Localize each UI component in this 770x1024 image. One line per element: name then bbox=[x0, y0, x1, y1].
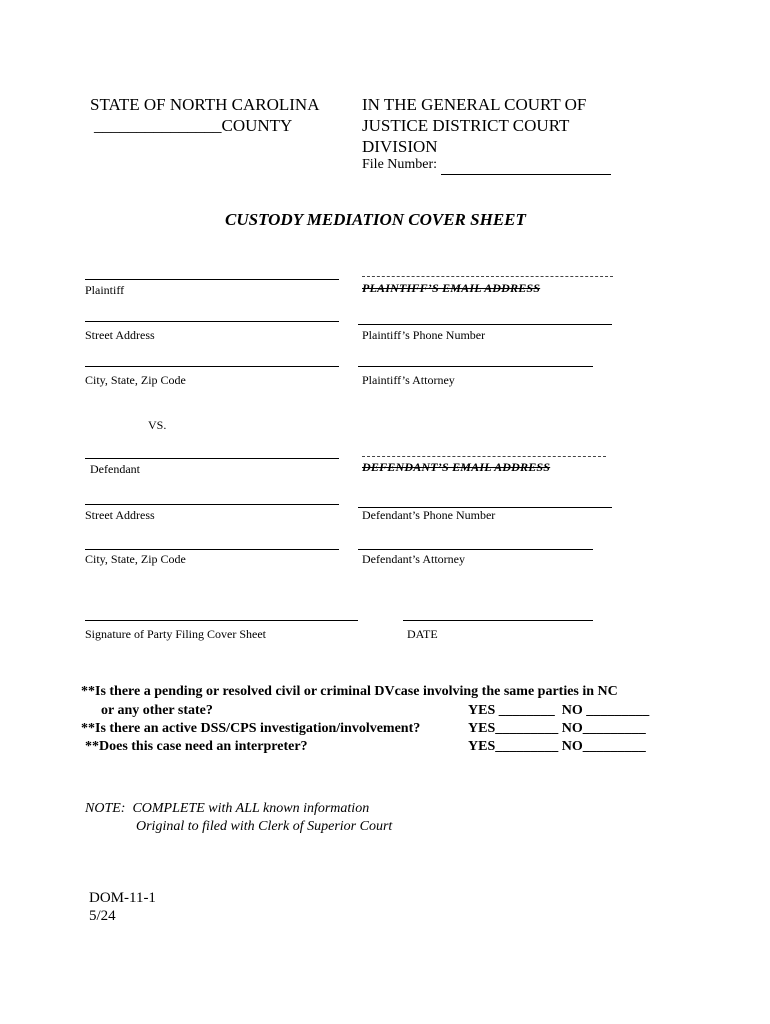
defendant-phone-label: Defendant’s Phone Number bbox=[362, 508, 496, 522]
plaintiff-street-field[interactable] bbox=[85, 321, 339, 322]
page-title: CUSTODY MEDIATION COVER SHEET bbox=[225, 210, 526, 229]
plaintiff-email-label: PLAINTIFF’S EMAIL ADDRESS bbox=[362, 281, 541, 295]
plaintiff-phone-field[interactable] bbox=[358, 324, 612, 325]
signature-field[interactable] bbox=[85, 620, 358, 621]
question-dss-cps: **Is there an active DSS/CPS investigation/involvement? bbox=[81, 721, 421, 736]
note-line-2: Original to filed with Clerk of Superior Court bbox=[136, 819, 393, 834]
form-date: 5/24 bbox=[89, 908, 116, 924]
note-line-1: NOTE: COMPLETE with ALL known information bbox=[85, 801, 370, 816]
defendant-city-label: City, State, Zip Code bbox=[85, 552, 186, 566]
defendant-attorney-field[interactable] bbox=[358, 549, 593, 550]
defendant-attorney-label: Defendant’s Attorney bbox=[362, 552, 465, 566]
plaintiff-attorney-label: Plaintiff’s Attorney bbox=[362, 373, 455, 387]
question-interpreter-answers[interactable]: YES_________ NO_________ bbox=[468, 739, 646, 754]
plaintiff-city-label: City, State, Zip Code bbox=[85, 373, 186, 387]
question-interpreter: **Does this case need an interpreter? bbox=[85, 739, 308, 754]
plaintiff-name-field[interactable] bbox=[85, 279, 339, 280]
defendant-name-field[interactable] bbox=[85, 458, 339, 459]
plaintiff-phone-label: Plaintiff’s Phone Number bbox=[362, 328, 486, 342]
vs-label: VS. bbox=[148, 418, 167, 432]
state-label: STATE OF NORTH CAROLINA bbox=[90, 95, 320, 114]
question-dss-cps-answers[interactable]: YES_________ NO_________ bbox=[468, 721, 646, 736]
defendant-city-field[interactable] bbox=[85, 549, 339, 550]
defendant-email-label: DEFENDANT’S EMAIL ADDRESS bbox=[362, 460, 551, 474]
defendant-street-label: Street Address bbox=[85, 508, 155, 522]
court-line-2: JUSTICE DISTRICT COURT bbox=[362, 116, 570, 135]
defendant-street-field[interactable] bbox=[85, 504, 339, 505]
defendant-email-field[interactable] bbox=[362, 456, 606, 457]
question-dv-case-answers[interactable]: YES ________ NO _________ bbox=[468, 703, 650, 718]
plaintiff-street-label: Street Address bbox=[85, 328, 155, 342]
plaintiff-city-field[interactable] bbox=[85, 366, 339, 367]
form-number: DOM-11-1 bbox=[89, 890, 156, 906]
file-number-label: File Number: bbox=[362, 157, 438, 172]
file-number-field[interactable] bbox=[441, 174, 611, 175]
plaintiff-label: Plaintiff bbox=[85, 283, 125, 297]
question-dv-case-cont: or any other state? bbox=[101, 703, 213, 718]
court-line-3: DIVISION bbox=[362, 137, 438, 156]
county-label: _______________COUNTY bbox=[94, 116, 293, 135]
signature-label: Signature of Party Filing Cover Sheet bbox=[85, 627, 266, 641]
date-label: DATE bbox=[407, 627, 438, 641]
court-line-1: IN THE GENERAL COURT OF bbox=[362, 95, 587, 114]
question-dv-case: **Is there a pending or resolved civil or criminal DVcase involving the same parties in NC bbox=[81, 684, 618, 699]
defendant-label: Defendant bbox=[90, 462, 140, 476]
plaintiff-email-field[interactable] bbox=[362, 276, 613, 277]
date-field[interactable] bbox=[403, 620, 593, 621]
plaintiff-attorney-field[interactable] bbox=[358, 366, 593, 367]
